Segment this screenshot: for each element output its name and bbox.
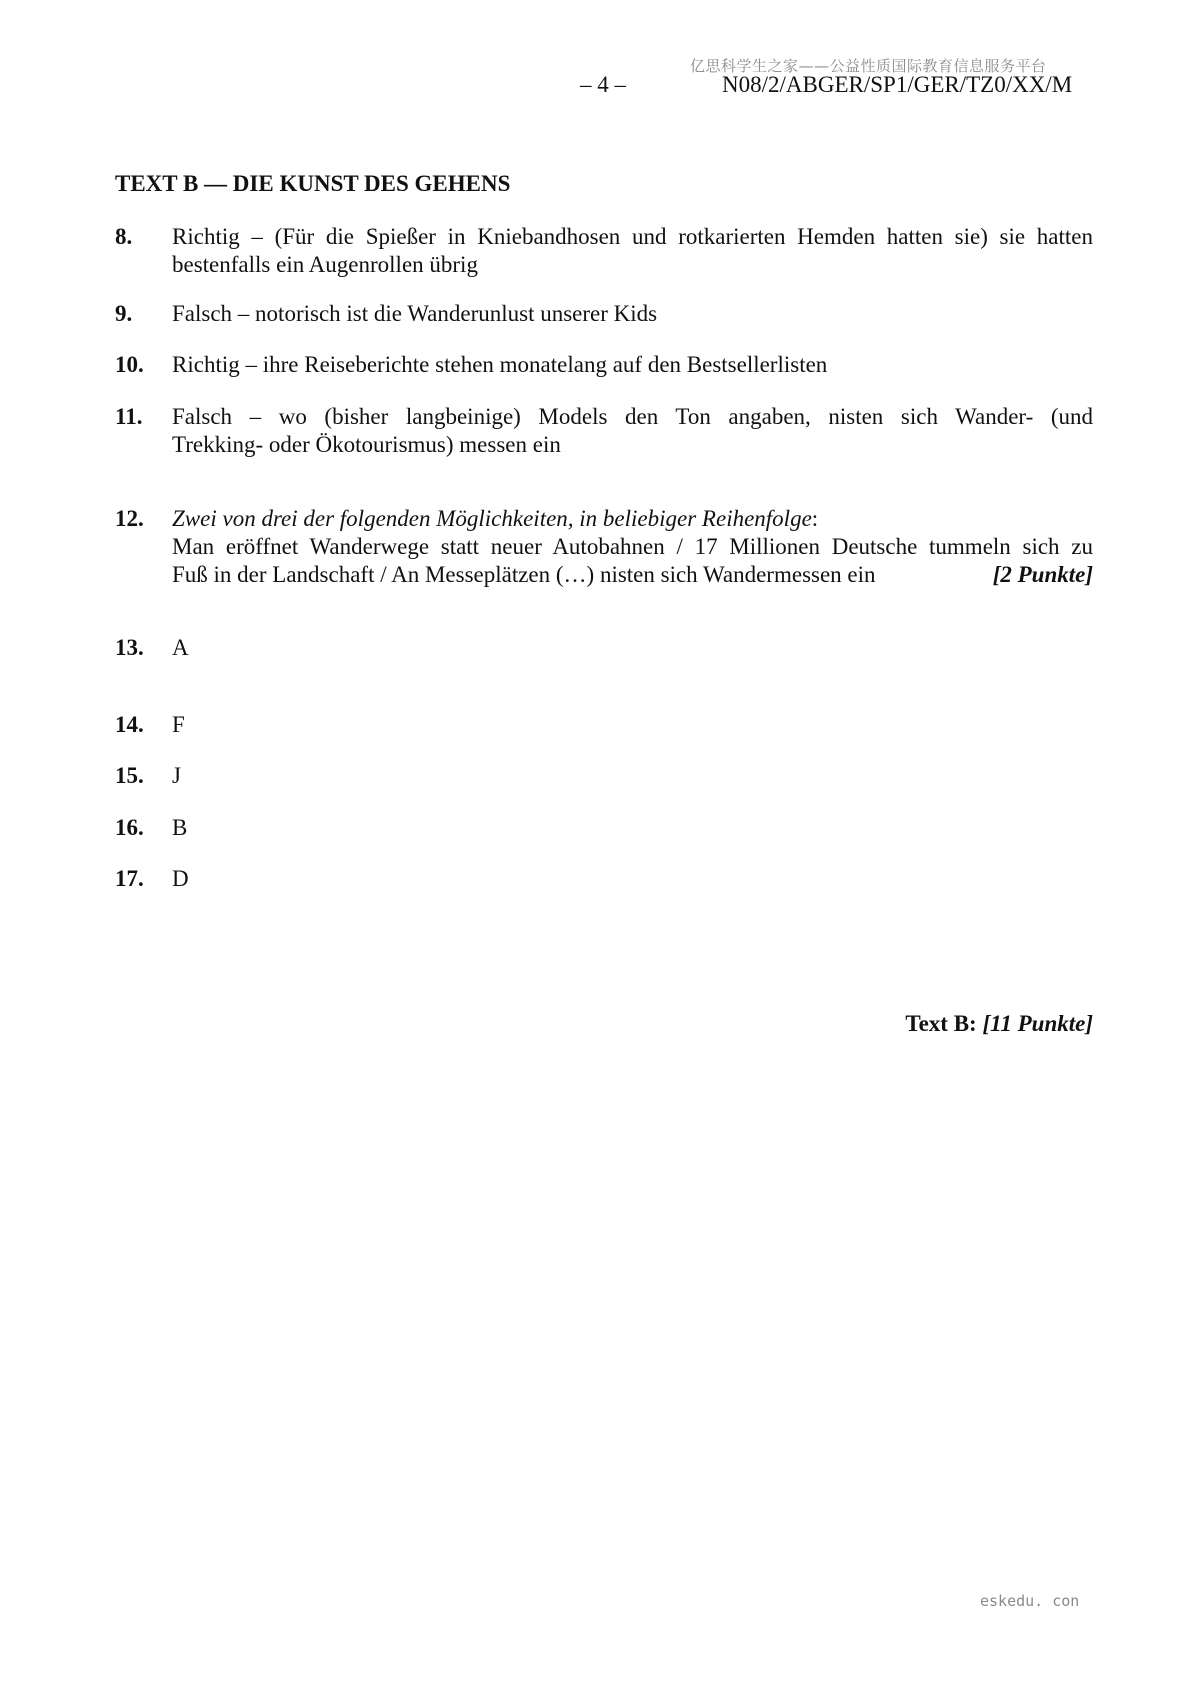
item-number: 12. (115, 506, 144, 531)
item-number: 15. (115, 763, 144, 788)
item-number: 13. (115, 635, 144, 660)
answer-letter: J (172, 763, 181, 788)
answer-item-13 (115, 634, 1093, 662)
answer-letter: F (172, 712, 185, 737)
answer-item-12 (115, 505, 1093, 589)
answer-text-line: Trekking- oder Ökotourismus) messen ein (172, 432, 561, 457)
answer-item-16 (115, 814, 1093, 842)
answer-text-line (172, 561, 1093, 589)
instruction-text: Zwei von drei der folgenden Möglichkeiten, in beliebiger Reihenfolge (172, 506, 812, 531)
section-total (700, 1011, 1093, 1037)
points-label: [2 Punkte] (992, 562, 1093, 587)
item-number: 10. (115, 352, 144, 377)
header-watermark: 亿思科学生之家——公益性质国际教育信息服务平台 (690, 57, 1047, 75)
item-number: 16. (115, 815, 144, 840)
total-label: Text B: (905, 1011, 983, 1036)
answer-letter: A (172, 635, 189, 660)
answer-item-11 (115, 403, 1093, 459)
section-title: TEXT B — DIE KUNST DES GEHENS (115, 171, 511, 196)
answer-item-15 (115, 762, 1093, 790)
item-number: 9. (115, 301, 133, 326)
answer-item-14 (115, 711, 1093, 739)
item-number: 11. (115, 404, 143, 429)
instruction-colon: : (811, 506, 819, 531)
footer-watermark: eskedu. con (980, 1592, 1080, 1610)
item-number: 17. (115, 866, 144, 891)
answer-item-9 (115, 300, 1093, 328)
page-number: – 4 – (580, 72, 626, 97)
answer-text: Falsch – notorisch ist die Wanderunlust unserer Kids (172, 301, 658, 326)
answer-text: Richtig – ihre Reiseberichte stehen monatelang auf den Bestsellerlisten (172, 352, 828, 377)
answer-item-17 (115, 865, 1093, 893)
answer-text-line: bestenfalls ein Augenrollen übrig (172, 252, 478, 277)
answer-item-8 (115, 223, 1093, 279)
document-code: N08/2/ABGER/SP1/GER/TZ0/XX/M (722, 72, 1073, 97)
item-number: 8. (115, 224, 133, 249)
answer-text-line: Richtig – (Für die Spießer in Kniebandhosen und rotkarierten Hemden hatten sie) sie hatten (172, 224, 1093, 249)
answer-letter: B (172, 815, 188, 840)
answer-text-line: Man eröffnet Wanderwege statt neuer Autobahnen / 17 Millionen Deutsche tummeln sich zu (172, 534, 1093, 559)
instruction-line (172, 505, 1093, 533)
answer-letter: D (172, 866, 189, 891)
item-number: 14. (115, 712, 144, 737)
answer-item-10 (115, 351, 1093, 379)
answer-text: Fuß in der Landschaft / An Messeplätzen (…) nisten sich Wandermessen ein (172, 562, 876, 587)
total-points: [11 Punkte] (982, 1011, 1093, 1036)
answer-text-line: Falsch – wo (bisher langbeinige) Models den Ton angaben, nisten sich Wander- (und (172, 404, 1093, 429)
